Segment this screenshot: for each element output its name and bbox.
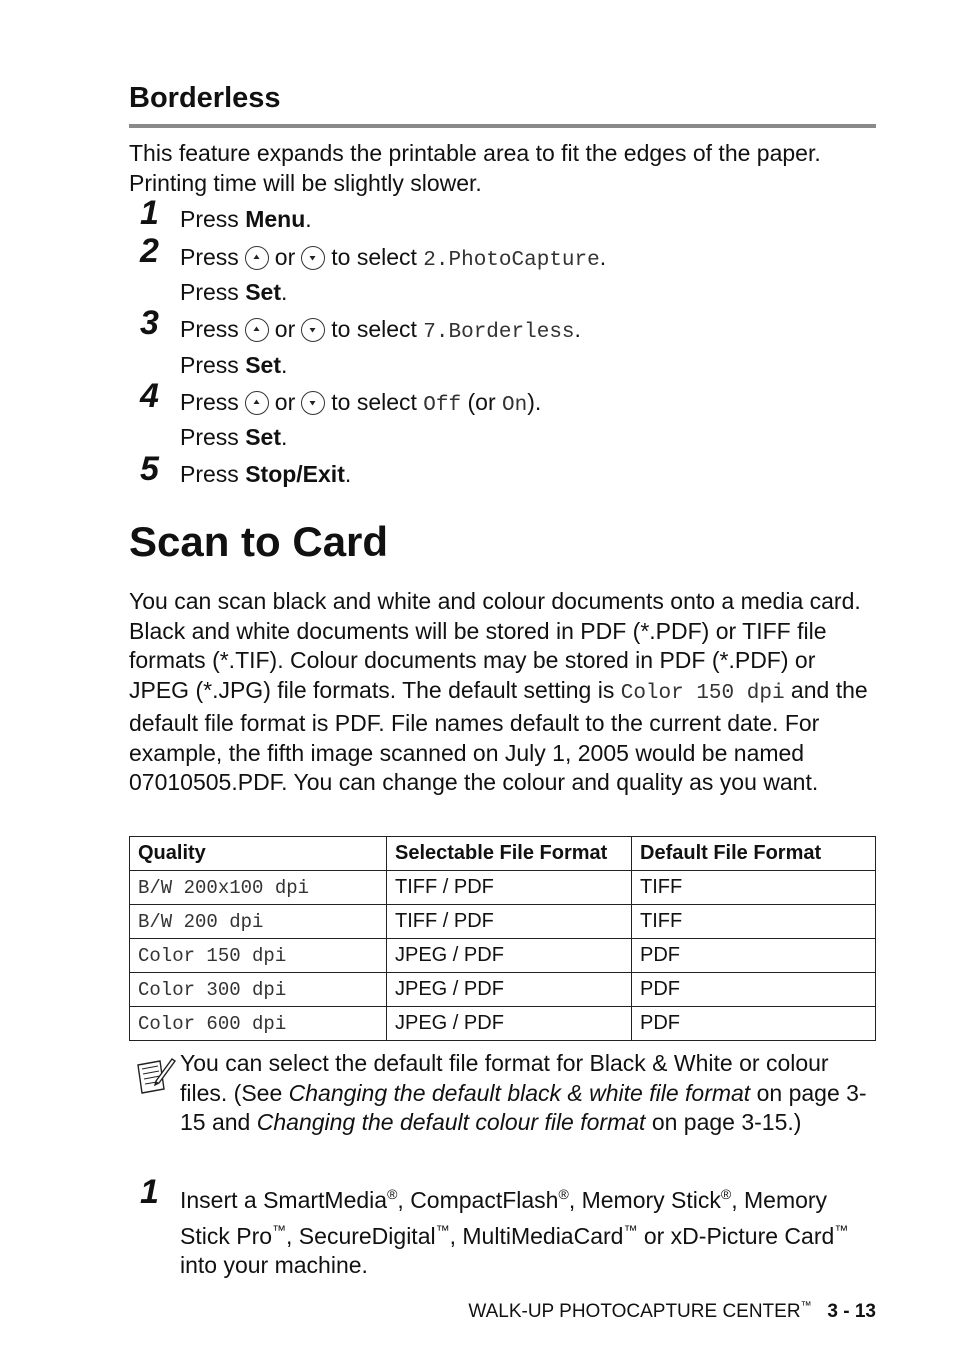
step-text: Press xyxy=(180,206,246,232)
step-number-1: 1 xyxy=(140,1173,159,1211)
step-text: or xyxy=(274,316,296,342)
step-text: to select xyxy=(331,244,417,270)
step-2 xyxy=(180,245,606,273)
set-key-label: Set xyxy=(245,352,281,378)
table-row xyxy=(130,905,876,939)
step-1 xyxy=(180,207,312,231)
trademark-mark: ™ xyxy=(435,1221,450,1238)
step-text: Insert a SmartMedia xyxy=(180,1187,388,1213)
up-arrow-icon xyxy=(245,318,269,342)
registered-mark: ® xyxy=(720,1186,732,1202)
note-pencil-icon xyxy=(134,1055,176,1095)
step-text: or xyxy=(274,244,296,270)
up-arrow-icon xyxy=(245,391,269,415)
page-footer xyxy=(468,1300,876,1323)
step-number-1: 1 xyxy=(140,194,159,232)
step-number-3: 3 xyxy=(140,304,159,342)
column-header-quality: Quality xyxy=(130,837,387,871)
step-text: , MultiMediaCard xyxy=(449,1222,624,1249)
step-number-4: 4 xyxy=(140,377,159,415)
insert-card-step xyxy=(180,1180,880,1281)
selectable-format-cell: TIFF / PDF xyxy=(387,871,632,905)
note-text-part: on page 3-15 and xyxy=(180,1079,867,1135)
menu-option: 7.Borderless xyxy=(423,321,575,344)
step-text: Press xyxy=(180,389,239,415)
menu-option: 2.PhotoCapture xyxy=(423,249,600,272)
step-5 xyxy=(180,462,351,486)
quality-cell: Color 150 dpi xyxy=(130,939,387,973)
step-4-set xyxy=(180,425,287,449)
borderless-intro: This feature expands the printable area to fit the edges of the paper. Printing time will be slightly slower. xyxy=(129,140,821,196)
section-title-borderless: Borderless xyxy=(129,82,281,114)
step-punct: ). xyxy=(527,389,542,415)
set-key-label: Set xyxy=(245,424,281,450)
step-text: to select xyxy=(331,389,417,415)
default-setting: Color 150 dpi xyxy=(620,682,785,706)
step-punct: . xyxy=(280,424,288,450)
default-format-cell: PDF xyxy=(632,1007,876,1041)
step-punct: . xyxy=(599,244,607,270)
step-text: Press xyxy=(180,244,239,270)
trademark-mark: ™ xyxy=(272,1221,287,1238)
footer-section-name: WALK-UP PHOTOCAPTURE CENTER xyxy=(468,1301,801,1322)
table-header-row xyxy=(130,837,876,871)
quality-cell: Color 300 dpi xyxy=(130,973,387,1007)
step-punct: . xyxy=(280,279,288,305)
note-text xyxy=(180,1049,880,1138)
file-format-table xyxy=(129,836,876,1041)
table-row xyxy=(130,871,876,905)
step-text: or xD-Picture Card xyxy=(637,1222,835,1249)
table-row xyxy=(130,973,876,1007)
step-number-5: 5 xyxy=(140,450,159,488)
description-text: You can scan black and white and colour documents onto a media card. Black and white documents will be stored in PDF (*.PDF) or TIFF file formats (*.TIF). Colour documents may be stored in PDF (*.PDF) or JPEG (*.JPG) file formats. The default setting is xyxy=(129,588,861,704)
step-text: Press xyxy=(180,461,246,487)
stop-exit-key-label: Stop/Exit xyxy=(245,461,345,487)
step-text: Press xyxy=(180,424,246,450)
page-number: 3 - 13 xyxy=(827,1301,876,1322)
registered-mark: ® xyxy=(558,1186,569,1202)
step-text: Press xyxy=(180,279,246,305)
registered-mark: ® xyxy=(387,1186,398,1202)
default-format-cell: PDF xyxy=(632,939,876,973)
cross-reference: Changing the default colour file format xyxy=(256,1109,646,1135)
down-arrow-icon xyxy=(301,318,325,342)
menu-option: Off xyxy=(423,394,462,417)
step-text: , CompactFlash xyxy=(397,1187,559,1213)
step-3-set xyxy=(180,353,287,377)
step-text: Press xyxy=(180,352,246,378)
step-text: , SecureDigital xyxy=(286,1222,436,1249)
step-text: , Memory Stick xyxy=(568,1187,721,1213)
step-number-2: 2 xyxy=(140,232,159,270)
table-row xyxy=(130,939,876,973)
column-header-selectable-format: Selectable File Format xyxy=(387,837,632,871)
note-text-part: You can select the default file format for Black & White or colour files. (See xyxy=(180,1050,829,1106)
quality-cell: B/W 200 dpi xyxy=(130,905,387,939)
step-punct: . xyxy=(574,316,581,342)
default-format-cell: PDF xyxy=(632,973,876,1007)
table-row xyxy=(130,1007,876,1041)
step-punct: . xyxy=(305,206,312,232)
up-arrow-icon xyxy=(245,246,269,270)
note-text-part: on page 3-15.) xyxy=(645,1109,802,1135)
trademark-mark: ™ xyxy=(623,1221,638,1238)
selectable-format-cell: JPEG / PDF xyxy=(387,1007,632,1041)
step-text: or xyxy=(274,389,296,415)
step-4 xyxy=(180,390,541,418)
menu-key-label: Menu xyxy=(245,206,306,232)
description-text: and the default file format is PDF. File names default to the current date. For example, the fifth image scanned on July 1, 2005 would be named 07010505.PDF. You can change the colour and quality as you want. xyxy=(129,677,868,796)
section-title-scan-to-card: Scan to Card xyxy=(129,518,389,565)
step-2-set xyxy=(180,280,287,304)
trademark-mark: ™ xyxy=(834,1221,849,1238)
step-text: to select xyxy=(331,316,417,342)
selectable-format-cell: JPEG / PDF xyxy=(387,939,632,973)
down-arrow-icon xyxy=(301,246,325,270)
quality-cell: B/W 200x100 dpi xyxy=(130,871,387,905)
step-text: Press xyxy=(180,316,239,342)
selectable-format-cell: JPEG / PDF xyxy=(387,973,632,1007)
step-text: into your machine. xyxy=(180,1252,368,1278)
down-arrow-icon xyxy=(301,391,325,415)
step-text: (or xyxy=(461,389,502,415)
cross-reference: Changing the default black & white file format xyxy=(288,1079,751,1106)
step-3 xyxy=(180,317,581,345)
section-divider xyxy=(129,124,876,128)
trademark-mark: ™ xyxy=(800,1300,812,1312)
column-header-default-format: Default File Format xyxy=(632,837,876,871)
selectable-format-cell: TIFF / PDF xyxy=(387,905,632,939)
default-format-cell: TIFF xyxy=(632,871,876,905)
step-punct: . xyxy=(280,352,288,378)
scan-to-card-description xyxy=(129,587,876,798)
menu-option-alt: On xyxy=(502,394,528,417)
set-key-label: Set xyxy=(245,279,281,305)
step-punct: . xyxy=(344,461,352,487)
default-format-cell: TIFF xyxy=(632,905,876,939)
quality-cell: Color 600 dpi xyxy=(130,1007,387,1041)
step-text: , Memory Stick Pro xyxy=(180,1187,828,1249)
